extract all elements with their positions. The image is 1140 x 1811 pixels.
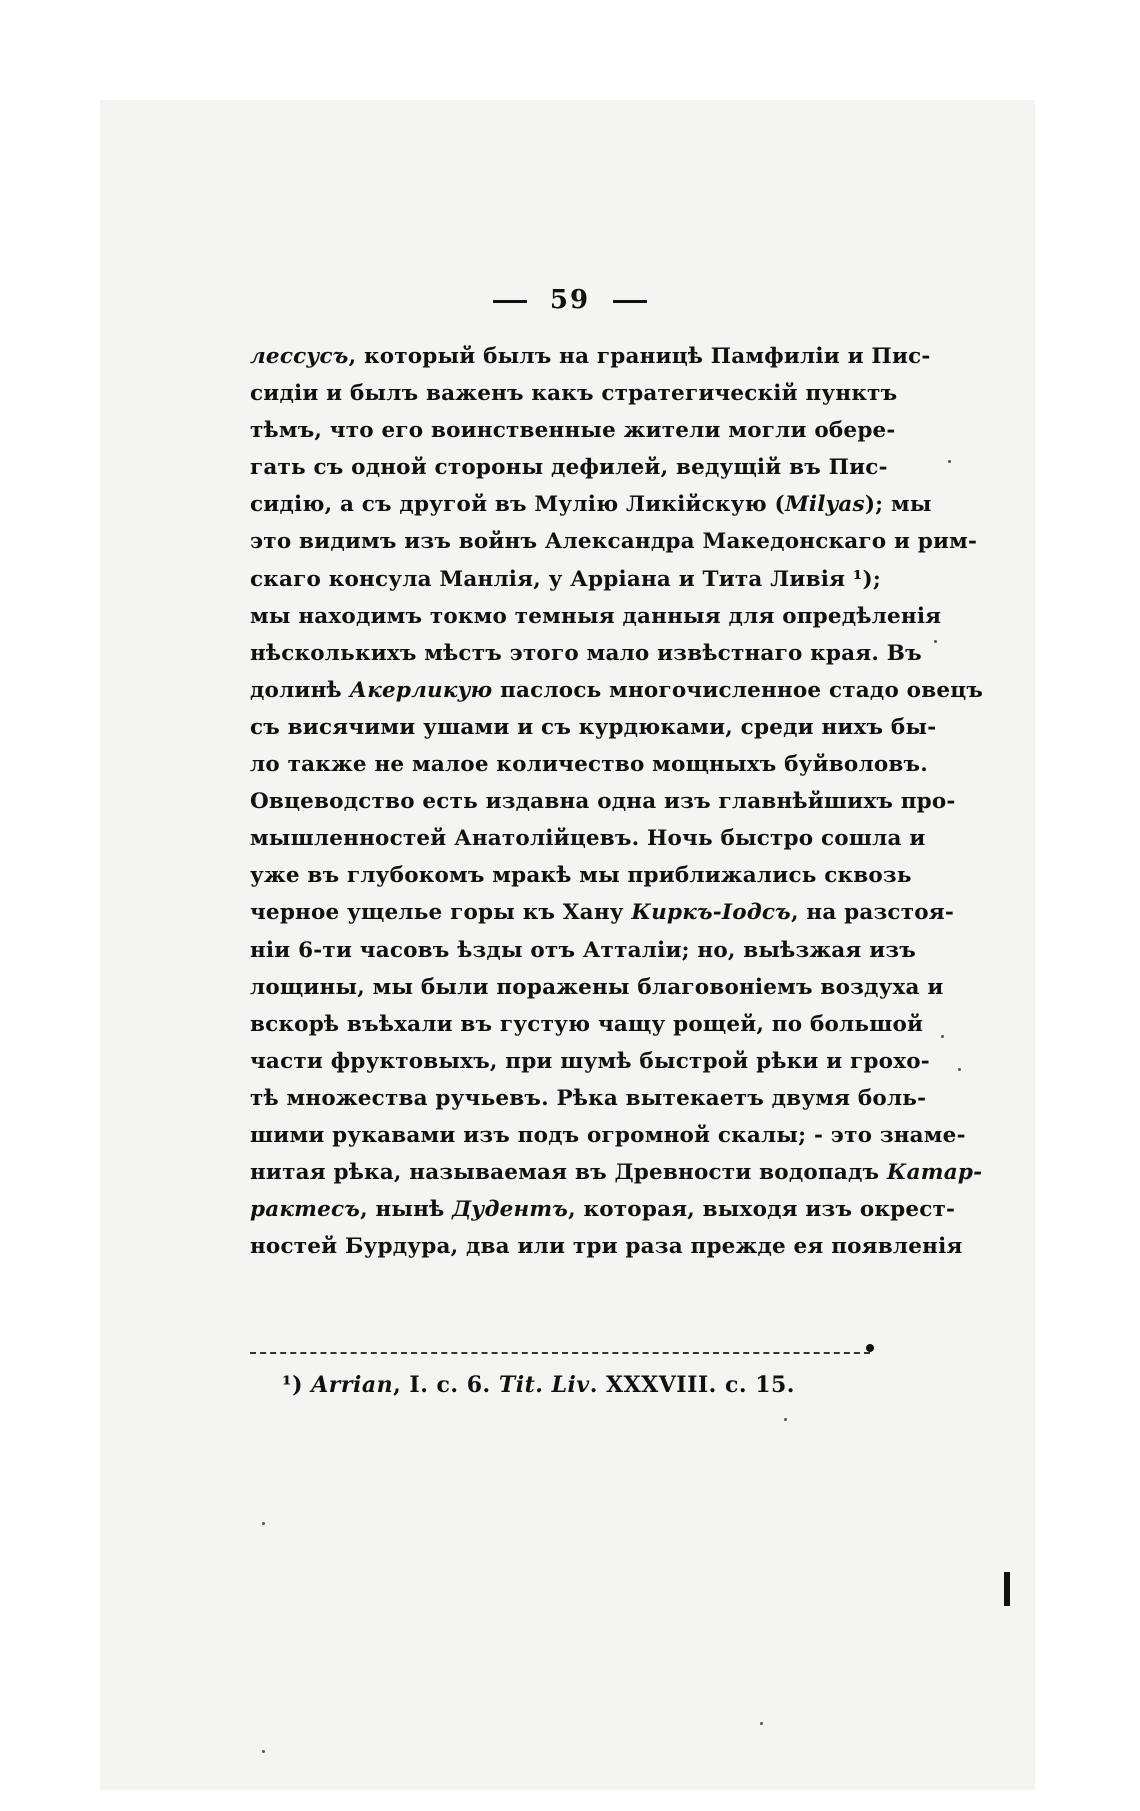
text-line xyxy=(250,1191,956,1228)
text-line xyxy=(250,449,888,486)
text-line xyxy=(250,783,956,820)
text-run: гать съ одной стороны дефилей, ведущій въ Пис- xyxy=(250,455,888,481)
text-run: шими рукавами изъ подъ огромной скалы; - это знаме- xyxy=(250,1122,966,1148)
italic-term: Катар- xyxy=(886,1160,983,1186)
text-run: скаго консула Манлія, у Арріана и Тита Ливія ¹); xyxy=(250,566,881,592)
text-line xyxy=(250,932,916,969)
italic-term: лессусъ xyxy=(250,344,349,369)
text-line xyxy=(250,1043,930,1080)
text-line xyxy=(250,709,937,746)
text-line xyxy=(250,561,880,598)
page-number-left-dash xyxy=(493,300,527,303)
text-run: ніи 6-ти часовъ ѣзды отъ Атталіи; но, выѣзжая изъ xyxy=(250,937,916,963)
footnote-marker: ¹) xyxy=(282,1372,304,1398)
text-run: сидію, а съ другой въ Мулію Ликійскую ( xyxy=(250,492,785,518)
text-run: , на разстоя- xyxy=(791,900,954,926)
page-number xyxy=(0,285,1140,315)
text-run: ностей Бурдура, два или три раза прежде ея появленія xyxy=(250,1234,963,1260)
text-run: нитая рѣка, называемая въ Древности водопадъ xyxy=(250,1160,887,1186)
scan-edge-mark xyxy=(1004,1572,1010,1606)
text-run: съ висячими ушами и съ курдюками, среди нихъ бы- xyxy=(250,714,937,740)
footnote-text xyxy=(311,1372,795,1398)
text-run: это видимъ изъ войнъ Александра Македонскаго и рим- xyxy=(250,529,978,555)
text-run: ); мы xyxy=(864,492,932,518)
text-run: уже въ глубокомъ мракѣ мы приближались сквозь xyxy=(250,863,912,889)
text-line xyxy=(250,1228,963,1265)
text-run: черное ущелье горы къ Хану xyxy=(250,900,632,926)
page-number-value: 59 xyxy=(549,285,591,315)
text-run: вскорѣ въѣхали въ густую чащу рощей, по большой xyxy=(250,1011,924,1037)
text-line xyxy=(250,1080,927,1117)
scan-speck xyxy=(958,1068,961,1071)
text-line xyxy=(250,820,926,857)
text-run: тѣмъ, что его воинственные жители могли обере- xyxy=(250,418,896,444)
text-run: Овцеводство есть издавна одна изъ главнѣйшихъ про- xyxy=(250,789,956,815)
scan-speck xyxy=(760,1722,763,1725)
scan-speck xyxy=(262,1522,265,1525)
text-line xyxy=(250,523,978,560)
footnote-run: . XXXVIII. c. 15. xyxy=(589,1372,795,1398)
text-line xyxy=(250,1117,966,1154)
text-line xyxy=(250,635,922,672)
text-run: долинѣ xyxy=(250,677,350,703)
rule-end-dot xyxy=(866,1344,874,1352)
text-run: сидіи и былъ важенъ какъ стратегическій пунктъ xyxy=(250,381,898,407)
footnote-italic: Arrian xyxy=(311,1372,394,1398)
text-line xyxy=(250,969,944,1006)
italic-term: Акерликую xyxy=(349,677,493,703)
text-run: части фруктовыхъ, при шумѣ быстрой рѣки и грохо- xyxy=(250,1048,930,1074)
footnote-rule xyxy=(250,1352,870,1354)
text-line xyxy=(250,412,896,449)
text-run: тѣ множества ручьевъ. Рѣка вытекаетъ двумя боль- xyxy=(250,1085,927,1111)
text-run: ло также не малое количество мощныхъ буйволовъ. xyxy=(250,752,928,778)
text-line xyxy=(250,375,898,412)
page-number-right-dash xyxy=(613,300,647,303)
text-line xyxy=(250,746,928,783)
scan-speck xyxy=(941,1035,944,1038)
text-line xyxy=(250,1006,924,1043)
italic-term: Киркъ-Іодсъ xyxy=(631,900,792,926)
scan-speck xyxy=(784,1418,787,1421)
text-line xyxy=(250,338,931,375)
text-line xyxy=(250,672,984,709)
italic-term: Milyas xyxy=(784,492,865,518)
text-run: мы находимъ токмо темныя данныя для опредѣленія xyxy=(250,603,942,629)
footnote-run: , I. c. 6. xyxy=(393,1372,499,1398)
italic-term: рактесъ xyxy=(250,1197,361,1223)
text-run: лощины, мы были поражены благовоніемъ воздуха и xyxy=(250,974,944,1000)
text-line xyxy=(250,486,932,523)
text-run: паслось многочисленное стадо овецъ xyxy=(492,677,984,703)
footnote xyxy=(282,1372,795,1398)
text-run: нѣсколькихъ мѣстъ этого мало извѣстнаго края. Въ xyxy=(250,640,922,666)
scan-speck xyxy=(262,1750,265,1753)
text-run: , которая, выходя изъ окрест- xyxy=(568,1197,956,1223)
text-line xyxy=(250,857,912,894)
text-line xyxy=(250,894,954,931)
scan-speck xyxy=(948,460,951,463)
text-line xyxy=(250,598,942,635)
text-run: , который былъ на границѣ Памфиліи и Пис- xyxy=(348,344,931,369)
scan-speck xyxy=(934,640,937,643)
footnote-italic: Tit. Liv xyxy=(498,1372,590,1398)
text-line xyxy=(250,1154,983,1191)
text-run: мышленностей Анатолійцевъ. Ночь быстро сошла и xyxy=(250,826,926,852)
text-run: , нынѣ xyxy=(360,1197,453,1223)
body-text xyxy=(250,338,984,1265)
italic-term: Дудентъ xyxy=(452,1197,569,1223)
